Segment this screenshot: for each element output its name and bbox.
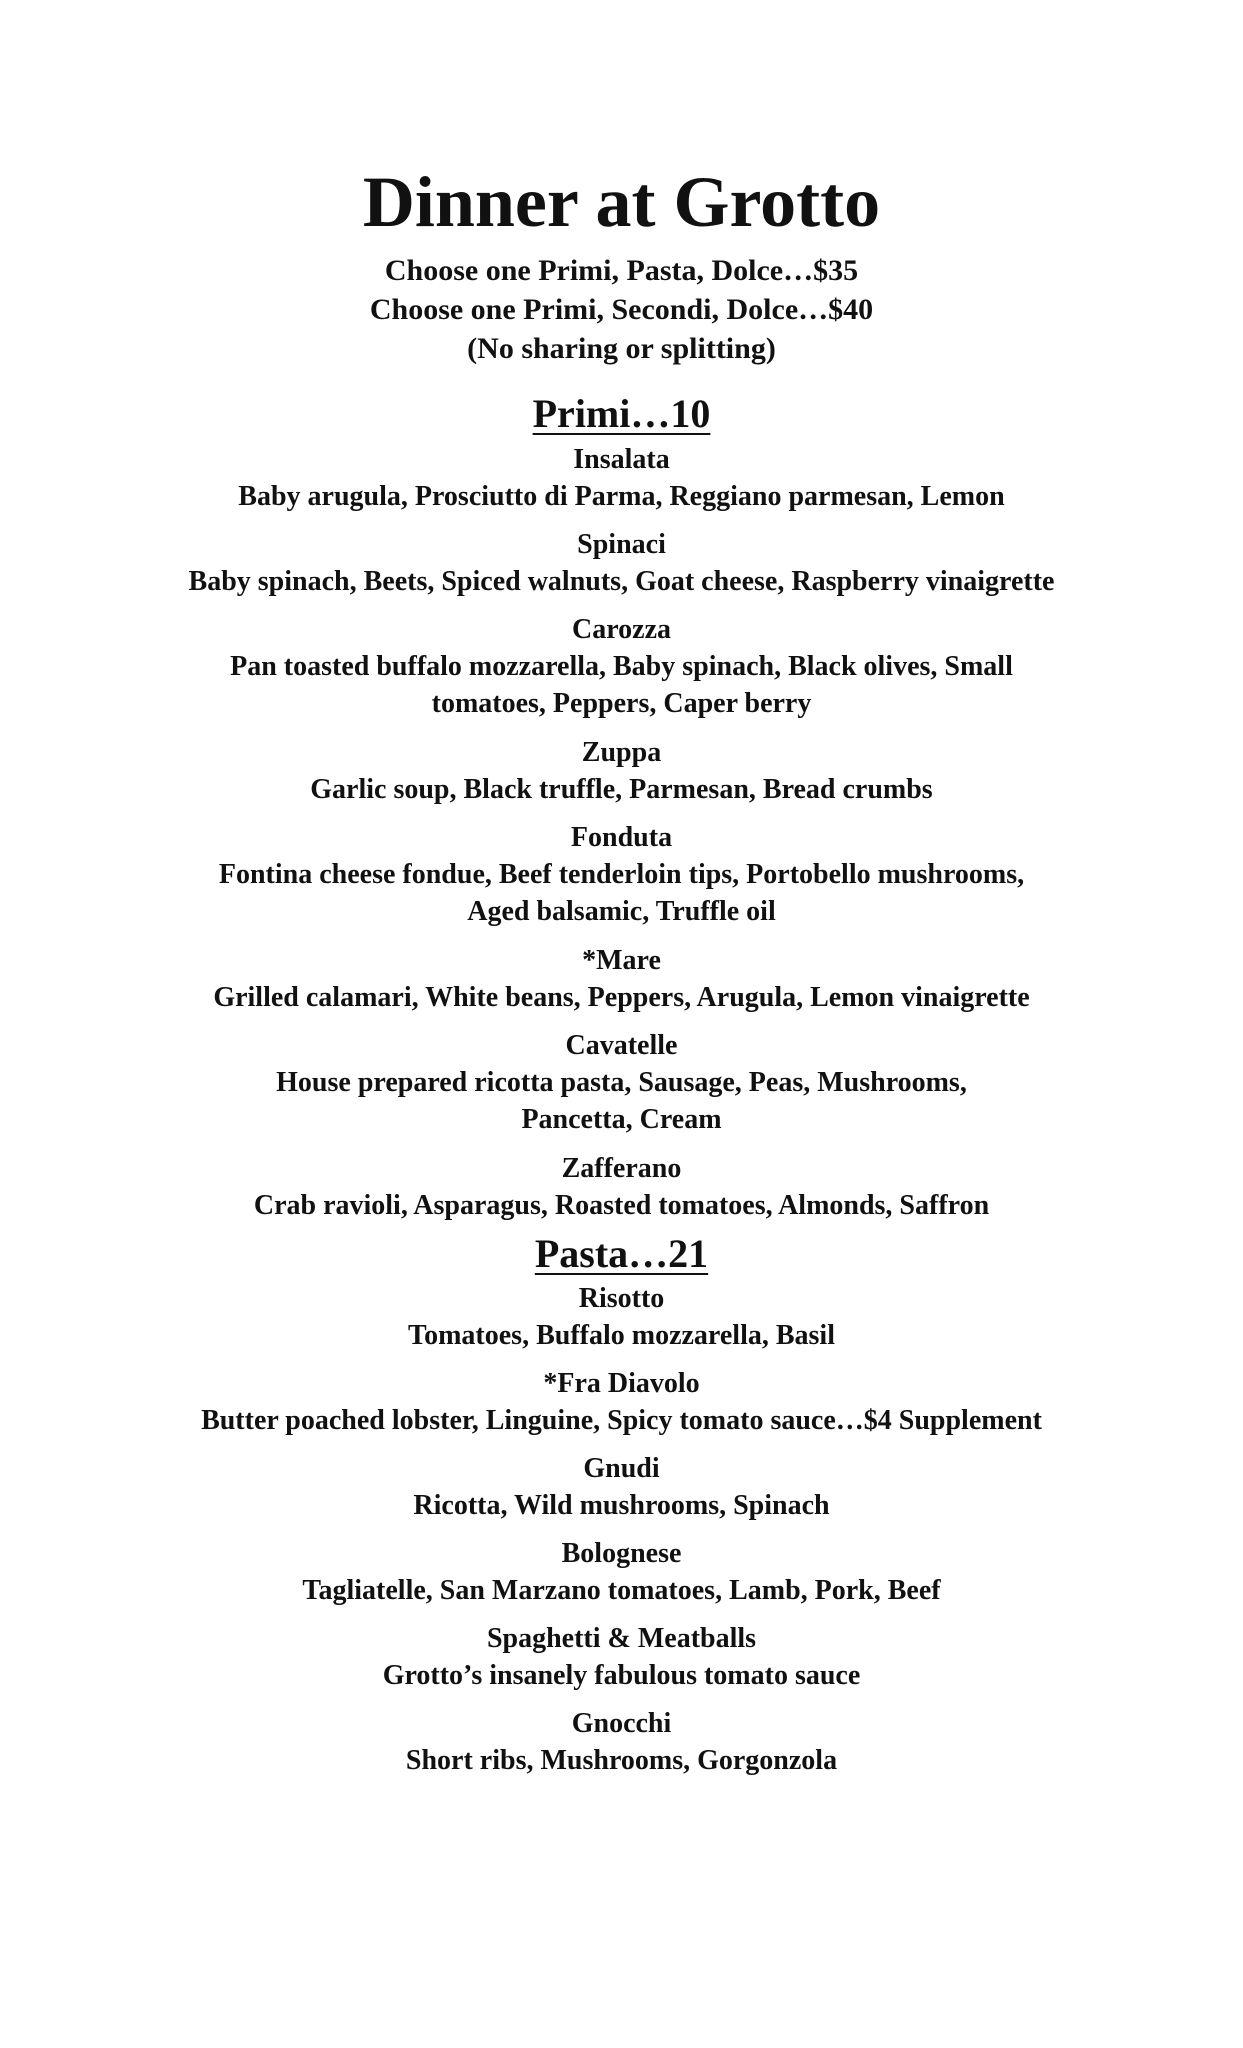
- menu-item-name: Bolognese: [561, 1538, 682, 1569]
- menu-item-description: Garlic soup, Black truffle, Parmesan, Bread crumbs: [310, 774, 933, 805]
- section-heading-pasta: [0, 1231, 1243, 1277]
- section-heading-primi-label: Primi…10: [532, 391, 711, 436]
- menu-item-name: Gnudi: [583, 1453, 660, 1484]
- menu-item-name: Risotto: [578, 1283, 665, 1314]
- menu-item-description: Tagliatelle, San Marzano tomatoes, Lamb, Pork, Beef: [302, 1575, 941, 1606]
- menu-item-cavatelle: [120, 1028, 1123, 1138]
- menu-item-risotto: [120, 1281, 1123, 1354]
- menu-item-name: Zuppa: [581, 737, 662, 768]
- menu-item-description: Fontina cheese fondue, Beef tenderloin tips, Portobello mushrooms,: [218, 859, 1025, 890]
- menu-item-description: Tomatoes, Buffalo mozzarella, Basil: [408, 1320, 835, 1351]
- menu-item-gnudi: [120, 1451, 1123, 1524]
- menu-item-name: Cavatelle: [565, 1030, 678, 1061]
- menu-item-name: *Mare: [582, 945, 661, 976]
- menu-item-name: Spinaci: [577, 529, 666, 560]
- price-option-secondi: Choose one Primi, Secondi, Dolce…$40: [369, 293, 874, 326]
- menu-item-spaghetti-meatballs: [120, 1621, 1123, 1694]
- menu-item-zafferano: [120, 1151, 1123, 1224]
- menu-item-name: Insalata: [573, 444, 670, 475]
- menu-item-mare: [120, 943, 1123, 1016]
- menu-item-name: Carozza: [572, 614, 671, 645]
- menu-item-description: Crab ravioli, Asparagus, Roasted tomatoes, Almonds, Saffron: [253, 1190, 990, 1221]
- menu-item-name: *Fra Diavolo: [543, 1368, 700, 1399]
- menu-item-description: Short ribs, Mushrooms, Gorgonzola: [405, 1745, 838, 1776]
- menu-item-description: Grilled calamari, White beans, Peppers, Arugula, Lemon vinaigrette: [213, 982, 1030, 1013]
- section-heading-primi: [0, 391, 1243, 437]
- menu-item-bolognese: [120, 1536, 1123, 1609]
- menu-item-name: Spaghetti & Meatballs: [486, 1623, 757, 1654]
- menu-item-name: Zafferano: [561, 1153, 682, 1184]
- menu-item-description: Baby spinach, Beets, Spiced walnuts, Goat cheese, Raspberry vinaigrette: [188, 566, 1055, 597]
- menu-item-description-line2: Aged balsamic, Truffle oil: [467, 896, 776, 927]
- menu-item-description: Baby arugula, Prosciutto di Parma, Reggiano parmesan, Lemon: [238, 481, 1005, 512]
- menu-title: Dinner at Grotto: [362, 162, 881, 242]
- menu-item-name: Fonduta: [570, 822, 673, 853]
- menu-item-description: House prepared ricotta pasta, Sausage, Peas, Mushrooms,: [276, 1067, 967, 1098]
- price-option-pasta: Choose one Primi, Pasta, Dolce…$35: [384, 254, 859, 287]
- menu-item-spinaci: [120, 527, 1123, 600]
- menu-item-fonduta: [120, 820, 1123, 930]
- menu-item-description: Butter poached lobster, Linguine, Spicy tomato sauce…$4 Supplement: [201, 1405, 1042, 1436]
- menu-item-description: Pan toasted buffalo mozzarella, Baby spinach, Black olives, Small: [230, 651, 1013, 682]
- menu-item-description: Ricotta, Wild mushrooms, Spinach: [413, 1490, 830, 1521]
- menu-item-description: Grotto’s insanely fabulous tomato sauce: [382, 1660, 861, 1691]
- menu-item-insalata: [120, 442, 1123, 515]
- menu-item-carozza: [120, 612, 1123, 722]
- menu-item-description-line2: tomatoes, Peppers, Caper berry: [431, 688, 812, 719]
- menu-item-fra-diavolo: [120, 1366, 1123, 1439]
- menu-item-gnocchi: [120, 1706, 1123, 1779]
- menu-item-description-line2: Pancetta, Cream: [521, 1104, 722, 1135]
- menu-item-zuppa: [120, 735, 1123, 808]
- menu-item-name: Gnocchi: [571, 1708, 672, 1739]
- no-sharing-note: (No sharing or splitting): [467, 332, 776, 365]
- section-heading-pasta-label: Pasta…21: [534, 1231, 709, 1276]
